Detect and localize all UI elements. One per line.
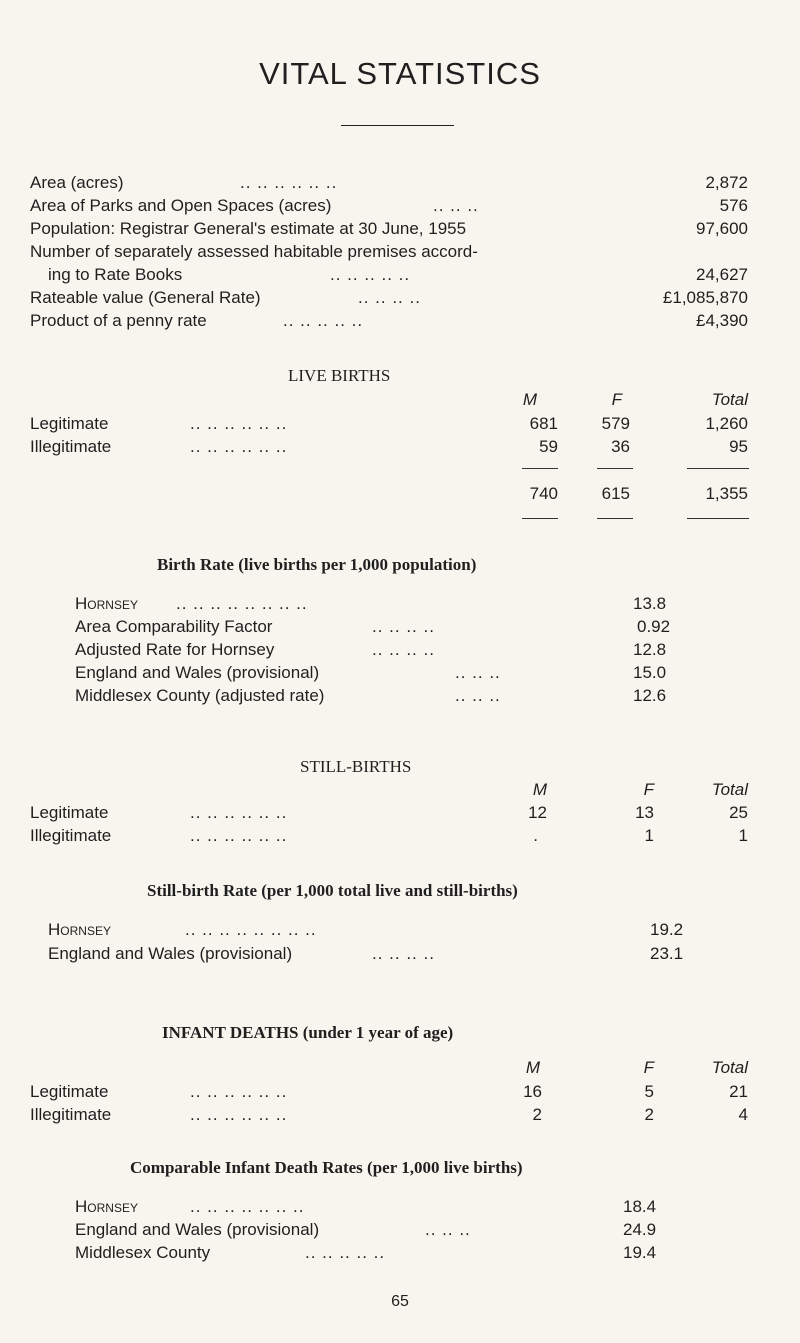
cell-f: 13	[635, 803, 654, 822]
leader-dots: .. .. .. .. .. .. ..	[190, 1197, 305, 1216]
leader-dots: .. .. .. .. .. .. .. ..	[185, 920, 317, 939]
col-header-m: M	[532, 780, 547, 799]
general-label: Area (acres)	[30, 173, 124, 192]
section-heading: Birth Rate (live births per 1,000 population)	[157, 555, 477, 574]
leader-dots: .. .. .. .. ..	[283, 311, 364, 330]
general-value: 2,872	[705, 173, 748, 192]
rate-label: England and Wales (provisional)	[75, 1220, 320, 1239]
cell-total: 1	[738, 826, 748, 845]
col-header-total: Total	[711, 1058, 748, 1077]
leader-dots: .. .. .. ..	[358, 288, 421, 307]
section-heading: INFANT DEATHS (under 1 year of age)	[162, 1023, 454, 1042]
general-label: ing to Rate Books	[48, 265, 183, 284]
col-header-f: F	[611, 390, 622, 409]
rate-label: England and Wales (provisional)	[48, 944, 293, 963]
section-heading: LIVE BIRTHS	[288, 366, 391, 385]
rate-label: Hornsey	[48, 920, 111, 939]
col-header-total: Total	[711, 780, 748, 799]
rate-label: Middlesex County (adjusted rate)	[75, 686, 325, 705]
total-f: 615	[601, 484, 630, 503]
leader-dots: .. .. .. .. .. ..	[190, 414, 288, 433]
section-heading: STILL-BIRTHS	[300, 757, 412, 776]
row-label: Illegitimate	[30, 826, 112, 845]
leader-dots: .. .. ..	[425, 1220, 471, 1239]
row-label: Legitimate	[30, 1082, 109, 1101]
leader-dots: .. .. .. ..	[372, 944, 435, 963]
rate-value: 13.8	[633, 594, 667, 613]
general-value: 97,600	[696, 219, 748, 238]
rate-label: England and Wales (provisional)	[75, 663, 320, 682]
leader-dots: .. .. .. .. .. ..	[190, 1082, 288, 1101]
col-header-m: M	[522, 390, 537, 409]
cell-m: 16	[523, 1082, 542, 1101]
leader-dots: .. .. ..	[433, 196, 479, 215]
general-label: Area of Parks and Open Spaces (acres)	[30, 196, 332, 215]
leader-dots: .. .. .. .. .. ..	[190, 803, 288, 822]
page-title: VITAL STATISTICS	[259, 56, 541, 91]
general-value: £4,390	[696, 311, 748, 330]
cell-f: 5	[644, 1082, 654, 1101]
leader-dots: .. .. .. .. .. ..	[190, 826, 288, 845]
cell-m: 2	[532, 1105, 542, 1124]
title-rule	[341, 125, 454, 126]
cell-m: 12	[528, 803, 547, 822]
rate-label: Hornsey	[75, 594, 138, 613]
rate-value: 12.8	[633, 640, 667, 659]
cell-f: 1	[644, 826, 654, 845]
rate-value: 15.0	[633, 663, 667, 682]
col-header-total: Total	[711, 390, 748, 409]
cell-m: .	[533, 826, 538, 845]
rate-value: 12.6	[633, 686, 667, 705]
leader-dots: .. .. ..	[455, 686, 501, 705]
leader-dots: .. .. .. .. .. ..	[190, 1105, 288, 1124]
section-heading: Comparable Infant Death Rates (per 1,000 live births)	[130, 1158, 523, 1177]
cell-f: 2	[644, 1105, 654, 1124]
general-value: £1,085,870	[662, 288, 748, 307]
cell-total: 25	[729, 803, 748, 822]
sum-rule-f	[597, 518, 633, 519]
rate-label: Adjusted Rate for Hornsey	[75, 640, 275, 659]
rate-label: Middlesex County	[75, 1243, 211, 1262]
leader-dots: .. .. .. ..	[372, 640, 435, 659]
general-value: 24,627	[696, 265, 748, 284]
leader-dots: .. .. .. .. .. ..	[190, 437, 288, 456]
cell-m: 681	[529, 414, 558, 433]
general-label: Number of separately assessed habitable premises accord-	[30, 242, 478, 261]
rate-value: 19.2	[650, 920, 684, 939]
col-header-m: M	[525, 1058, 540, 1077]
rate-value: 24.9	[623, 1220, 657, 1239]
sum-rule-m	[522, 468, 558, 469]
total-total: 1,355	[705, 484, 748, 503]
rate-value: 18.4	[623, 1197, 657, 1216]
cell-total: 4	[738, 1105, 748, 1124]
cell-total: 1,260	[705, 414, 748, 433]
general-label: Product of a penny rate	[30, 311, 207, 330]
leader-dots: .. .. .. .. .. .. .. ..	[176, 594, 308, 613]
row-label: Illegitimate	[30, 1105, 112, 1124]
sum-rule-total	[687, 468, 749, 469]
rate-value: 19.4	[623, 1243, 657, 1262]
row-label: Legitimate	[30, 414, 109, 433]
leader-dots: .. .. .. ..	[372, 617, 435, 636]
cell-total: 21	[729, 1082, 748, 1101]
cell-f: 36	[611, 437, 630, 456]
leader-dots: .. .. .. .. ..	[330, 265, 411, 284]
col-header-f: F	[643, 1058, 654, 1077]
sum-rule-f	[597, 468, 633, 469]
general-label: Rateable value (General Rate)	[30, 288, 261, 307]
rate-value: 0.92	[637, 617, 671, 636]
rate-label: Hornsey	[75, 1197, 138, 1216]
leader-dots: .. .. .. .. .. ..	[240, 173, 338, 192]
general-value: 576	[719, 196, 748, 215]
row-label: Illegitimate	[30, 437, 112, 456]
col-header-f: F	[643, 780, 654, 799]
rate-value: 23.1	[650, 944, 684, 963]
page-number: 65	[391, 1293, 409, 1310]
cell-total: 95	[729, 437, 748, 456]
section-heading: Still-birth Rate (per 1,000 total live and still-births)	[147, 881, 518, 900]
cell-f: 579	[601, 414, 630, 433]
general-label: Population: Registrar General's estimate at 30 June, 1955	[30, 219, 467, 238]
sum-rule-total	[687, 518, 749, 519]
sum-rule-m	[522, 518, 558, 519]
leader-dots: .. .. .. .. ..	[305, 1243, 386, 1262]
leader-dots: .. .. ..	[455, 663, 501, 682]
total-m: 740	[529, 484, 558, 503]
rate-label: Area Comparability Factor	[75, 617, 273, 636]
cell-m: 59	[539, 437, 558, 456]
row-label: Legitimate	[30, 803, 109, 822]
